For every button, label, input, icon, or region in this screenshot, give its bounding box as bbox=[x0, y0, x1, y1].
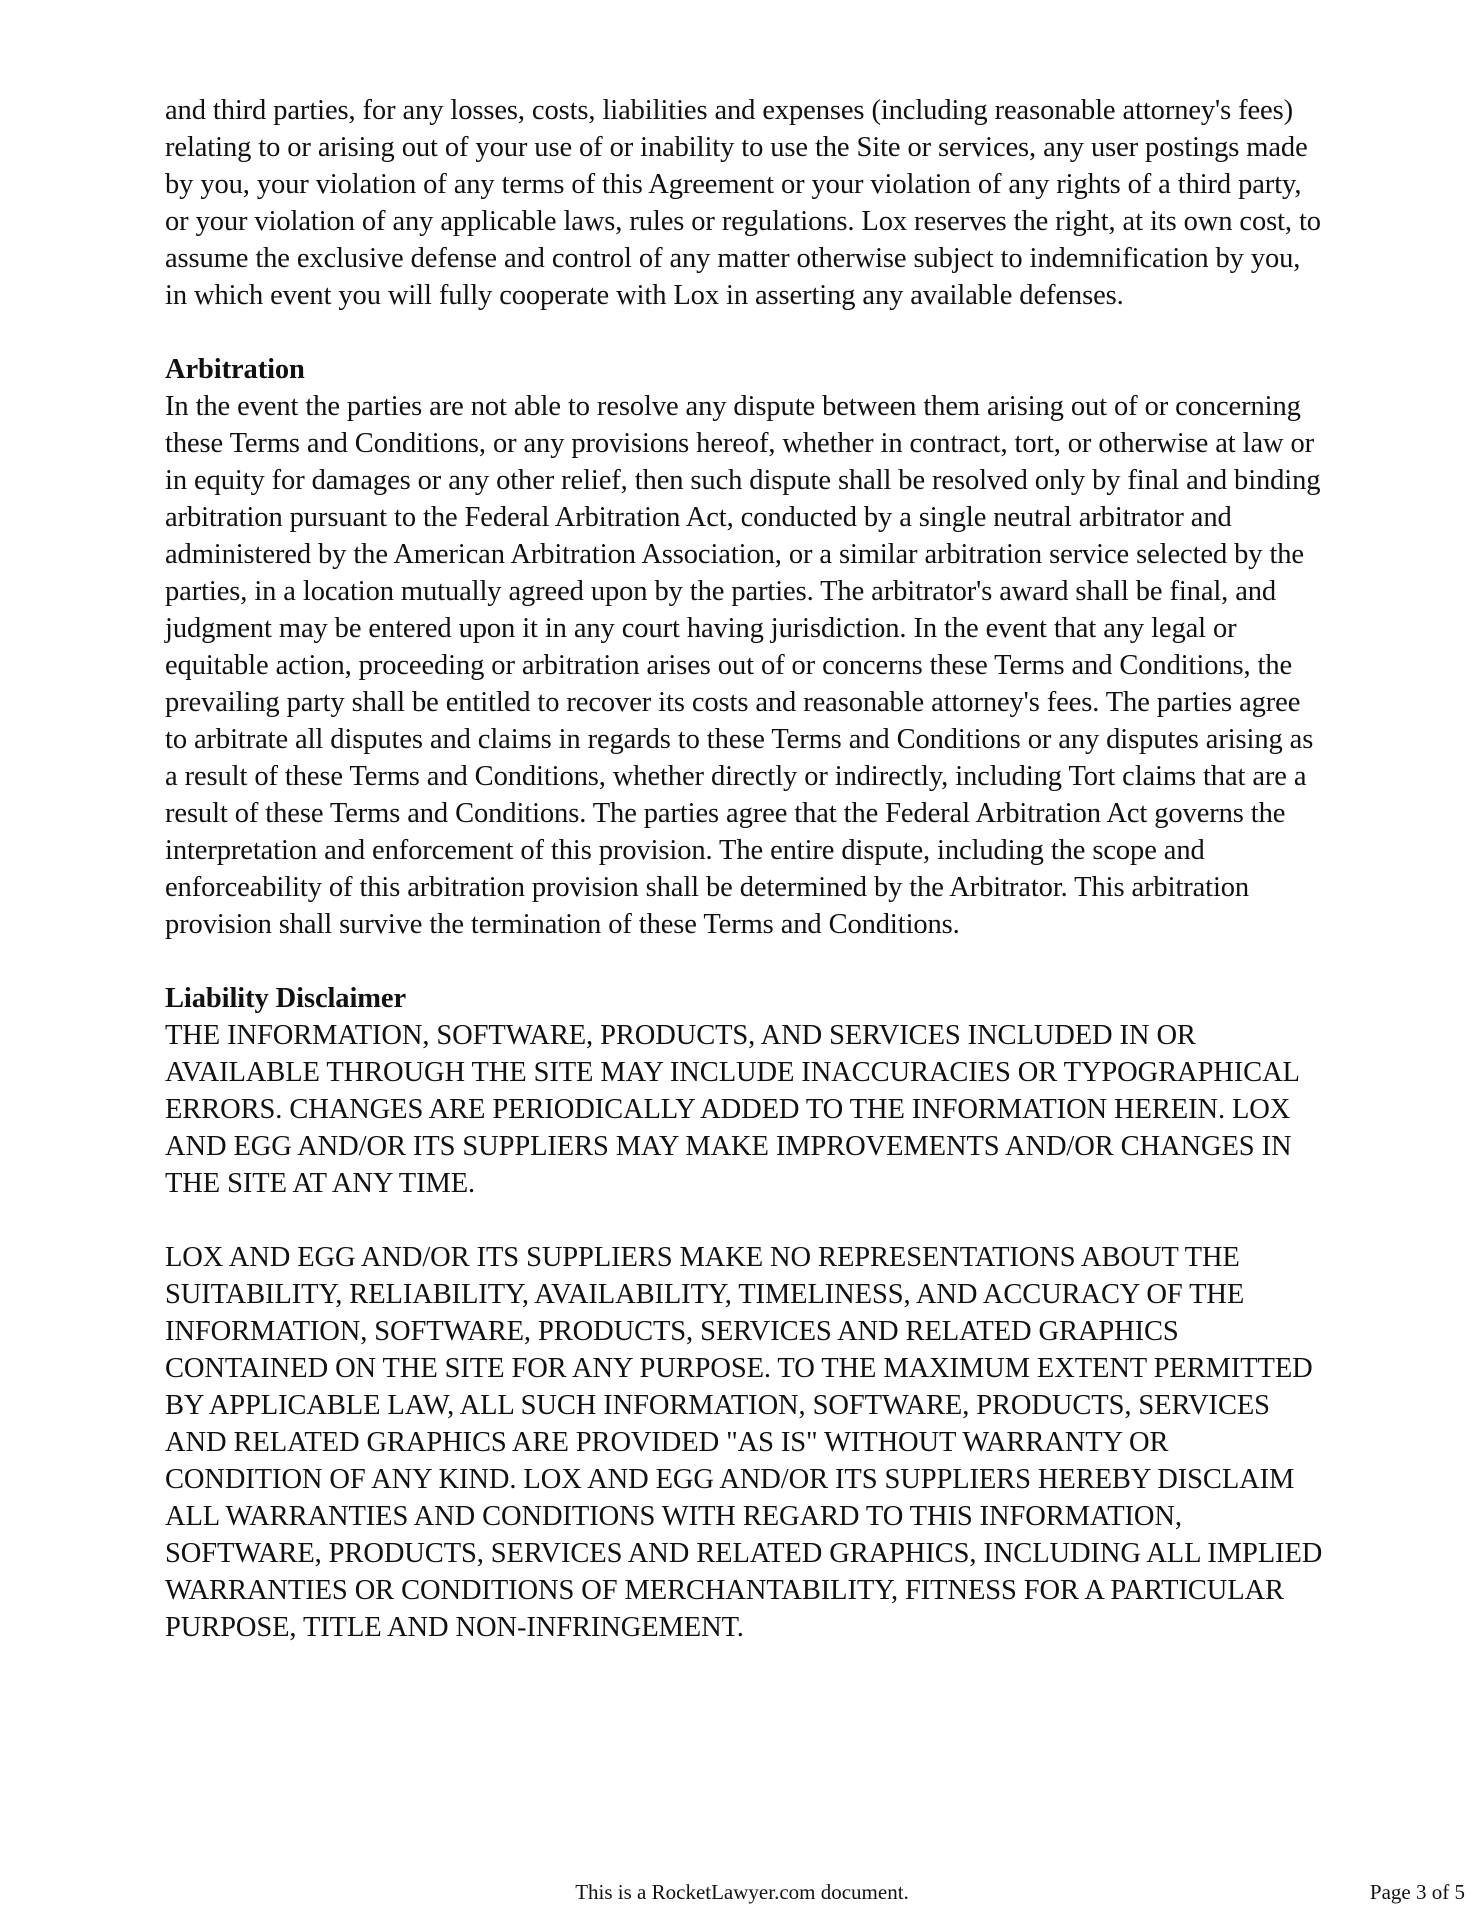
paragraph-spacer bbox=[165, 1202, 1325, 1239]
footer-page-number: Page 3 of 5 bbox=[1369, 1880, 1465, 1904]
paragraph-spacer bbox=[165, 943, 1325, 980]
indemnification-paragraph: and third parties, for any losses, costs, liabilities and expenses (including reasonable attorney's fees) relating to or arising out of your use of or inability to use the Site or services, any user postings made by you, your violation of any terms of this Agreement or your violation of any rights of a third party, or your violation of any applicable laws, rules or regulations. Lox reserves the right, at its own cost, to assume the exclusive defense and control of any matter otherwise subject to indemnification by you, in which event you will fully cooperate with Lox in asserting any available defenses. bbox=[165, 95, 1321, 311]
liability-disclaimer-paragraph-2: LOX AND EGG AND/OR ITS SUPPLIERS MAKE NO REPRESENTATIONS ABOUT THE SUITABILITY, RELIABILITY, AVAILABILITY, TIMELINESS, AND ACCURACY OF THE INFORMATION, SOFTWARE, PRODUCTS, SERVICES AND RELATED GRAPHICS CONTAINED ON THE SITE FOR ANY PURPOSE. TO THE MAXIMUM EXTENT PERMITTED BY APPLICABLE LAW, ALL SUCH INFORMATION, SOFTWARE, PRODUCTS, SERVICES AND RELATED GRAPHICS ARE PROVIDED "AS IS" WITHOUT WARRANTY OR CONDITION OF ANY KIND. LOX AND EGG AND/OR ITS SUPPLIERS HEREBY DISCLAIM ALL WARRANTIES AND CONDITIONS WITH REGARD TO THIS INFORMATION, SOFTWARE, PRODUCTS, SERVICES AND RELATED GRAPHICS, INCLUDING ALL IMPLIED WARRANTIES OR CONDITIONS OF MERCHANTABILITY, FITNESS FOR A PARTICULAR PURPOSE, TITLE AND NON-INFRINGEMENT. bbox=[165, 1242, 1323, 1643]
arbitration-paragraph: In the event the parties are not able to resolve any dispute between them arising out of or concerning these Terms and Conditions, or any provisions hereof, whether in contract, tort, or otherwise at law or in equity for damages or any other relief, then such dispute shall be resolved only by final and binding arbitration pursuant to the Federal Arbitration Act, conducted by a single neutral arbitrator and administered by the American Arbitration Association, or a similar arbitration service selected by the parties, in a location mutually agreed upon by the parties. The arbitrator's award shall be final, and judgment may be entered upon it in any court having jurisdiction. In the event that any legal or equitable action, proceeding or arbitration arises out of or concerns these Terms and Conditions, the prevailing party shall be entitled to recover its costs and reasonable attorney's fees. The parties agree to arbitrate all disputes and claims in regards to these Terms and Conditions or any disputes arising as a result of these Terms and Conditions, whether directly or indirectly, including Tort claims that are a result of these Terms and Conditions. The parties agree that the Federal Arbitration Act governs the interpretation and enforcement of this provision. The entire dispute, including the scope and enforceability of this arbitration provision shall be determined by the Arbitrator. This arbitration provision shall survive the termination of these Terms and Conditions. bbox=[165, 391, 1321, 940]
footer-source-note: This is a RocketLawyer.com document. bbox=[575, 1880, 909, 1904]
paragraph-spacer bbox=[165, 314, 1325, 351]
document-body bbox=[165, 92, 1325, 1646]
arbitration-heading: Arbitration bbox=[165, 354, 305, 385]
liability-disclaimer-heading: Liability Disclaimer bbox=[165, 983, 407, 1014]
liability-disclaimer-paragraph-1: THE INFORMATION, SOFTWARE, PRODUCTS, AND SERVICES INCLUDED IN OR AVAILABLE THROUGH THE SITE MAY INCLUDE INACCURACIES OR TYPOGRAPHICAL ERRORS. CHANGES ARE PERIODICALLY ADDED TO THE INFORMATION HEREIN. LOX AND EGG AND/OR ITS SUPPLIERS MAY MAKE IMPROVEMENTS AND/OR CHANGES IN THE SITE AT ANY TIME. bbox=[165, 1020, 1299, 1199]
